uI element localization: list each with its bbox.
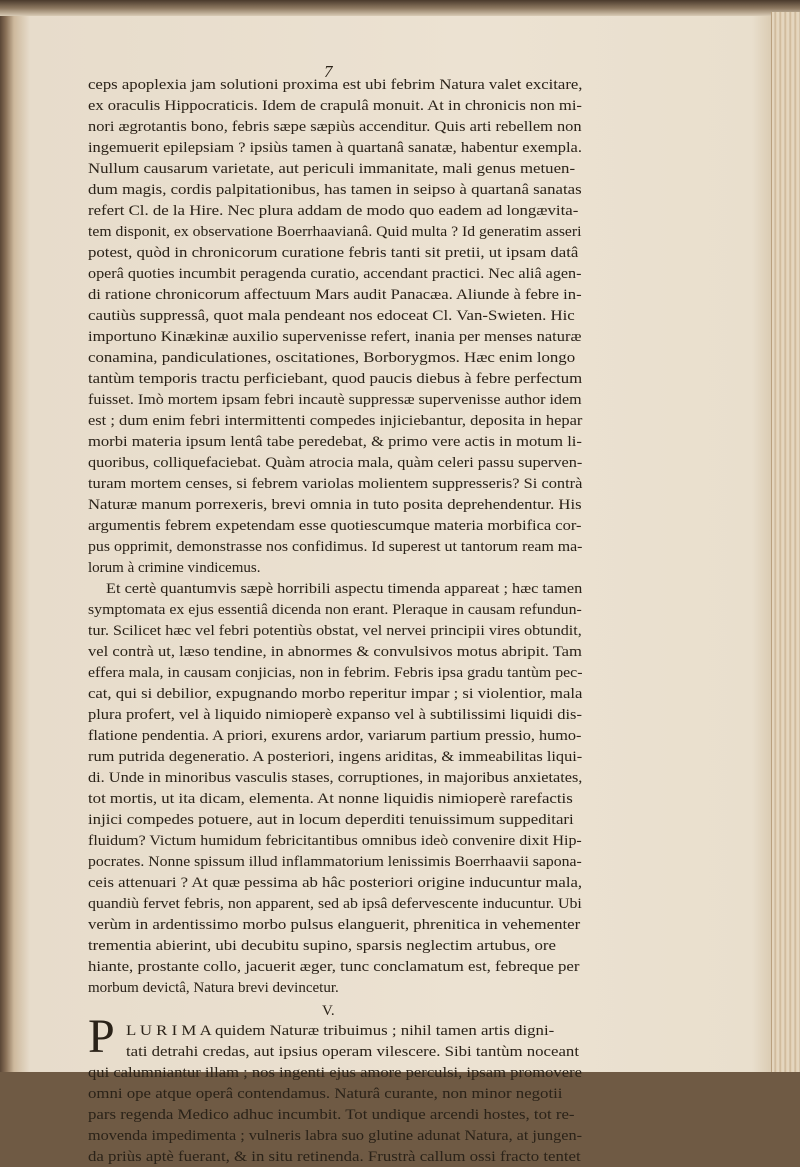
text-line: vel contrà ut, læso tendine, in abnormes & convulsivos motus abripit. Tam	[88, 644, 582, 660]
text-line: quandiù fervet febris, non apparent, sed ab ipsâ defervescente inducuntur. Ubi	[88, 896, 582, 912]
text-line: L U R I M A quidem Naturæ tribuimus ; nihil tamen artis digni-	[126, 1023, 555, 1039]
drop-cap: P	[88, 1010, 115, 1063]
page-number: 7	[324, 62, 333, 81]
text-line: di ratione chronicorum affectuum Mars audit Panacæa. Aliunde à febre in-	[88, 287, 582, 303]
text-line: nori ægrotantis bono, febris sæpe sæpiùs accenditur. Quis arti rebellem non	[88, 119, 582, 135]
text-line: argumentis febrem expetendam esse quotiescumque materia morbifica cor-	[88, 518, 582, 534]
text-line: injici compedes potuere, aut in locum deperditi tenuissimum suppeditari	[88, 812, 574, 828]
text-line: morbi materia ipsum lentâ tabe peredebat, & primo vere actis in motum li-	[88, 434, 582, 450]
text-line: Naturæ manum porrexeris, brevi omnia in tuto posita deprehendentur. His	[88, 497, 582, 513]
text-line: trementia abierint, ubi decubitu supino, sparsis neglectim artubus, ore	[88, 938, 556, 954]
text-line: operâ quoties incumbit peragenda curatio, accendant practici. Nec aliâ agen-	[88, 266, 582, 282]
text-line: Nullum causarum varietate, aut periculi immanitate, mali genus metuen-	[88, 161, 576, 177]
text-line: pus opprimit, demonstrasse nos confidimus. Id superest ut tantorum ream ma-	[88, 539, 583, 555]
text-line: di. Unde in minoribus vasculis stases, corruptiones, in majoribus anxietates,	[88, 770, 583, 786]
text-line: verùm in ardentissimo morbo pulsus elanguerit, phrenitica in vehementer	[88, 917, 581, 933]
text-line: tot mortis, ut ita dicam, elementa. At nonne liquidis nimioperè rarefactis	[88, 791, 573, 807]
text-line: rum putrida degeneratio. A posteriori, ingens ariditas, & immeabilitas liqui-	[88, 749, 583, 765]
text-line: ingemuerit epilepsiam ? ipsiùs tamen à quartanâ sanatæ, habentur exempla.	[88, 140, 582, 156]
page-stack-edge	[771, 12, 800, 1072]
text-line: plura profert, vel à liquido nimioperè expanso vel à subtilissimi liquidi dis-	[88, 707, 582, 723]
text-line: morbum devictâ, Natura brevi devincetur.	[88, 980, 339, 996]
text-line: tur. Scilicet hæc vel febri potentiùs obstat, vel nervei principii vires obtundit,	[88, 623, 582, 639]
text-line: tati detrahi credas, aut ipsius operam vilescere. Sibi tantùm noceant	[126, 1044, 579, 1060]
text-line: ceps apoplexia jam solutioni proxima est ubi febrim Natura valet excitare,	[88, 77, 583, 93]
text-line: lorum à crimine vindicemus.	[88, 560, 261, 576]
text-line: importuno Kinækinæ auxilio supervenisse refert, inania per menses naturæ	[88, 329, 582, 345]
text-line: dum magis, cordis palpitationibus, has tamen in seipso à quartanâ sanatas	[88, 182, 582, 198]
text-line: omni ope atque operâ contendamus. Naturâ curante, non minor negotii	[88, 1086, 563, 1102]
text-line: hiante, prostante collo, jacuerit æger, tunc conclamatum est, febreque per	[88, 959, 580, 975]
text-line: Et certè quantumvis sæpè horribili aspectu timenda appareat ; hæc tamen	[106, 581, 583, 597]
binding-top-edge	[0, 0, 800, 16]
text-line: quoribus, colliquefaciebat. Quàm atrocia mala, quàm celeri passu superven-	[88, 455, 583, 471]
text-line: pocrates. Nonne spissum illud inflammatorium lenissimis Boerrhaavii sapona-	[88, 854, 582, 870]
text-line: fuisset. Imò mortem ipsam febri incautè suppressæ supervenisse author idem	[88, 392, 582, 408]
text-line: flatione pendentia. A priori, exurens ardor, variarum partium pressio, humo-	[88, 728, 582, 744]
text-line: cautiùs suppressâ, quot mala pendeant nos edoceat Cl. Van-Swieten. Hic	[88, 308, 575, 324]
text-line: conamina, pandiculationes, oscitationes, Borborygmos. Hæc enim longo	[88, 350, 576, 366]
text-line: potest, quòd in chronicorum curatione febris tanti sit pretii, ut ipsam datâ	[88, 245, 579, 261]
text-line: movenda impedimenta ; vulneris labra suo glutine adunat Natura, at jungen-	[88, 1128, 582, 1144]
text-line: turam mortem censes, si febrem variolas molientem suppresseris? Si contrà	[88, 476, 583, 492]
text-line: qui calumniantur illam ; nos ingenti ejus amore perculsi, ipsam promovere	[88, 1065, 582, 1081]
text-line: cat, qui si debilior, expugnando morbo reperitur impar ; si violentior, mala	[88, 686, 583, 702]
text-line: symptomata ex ejus essentiâ dicenda non erant. Pleraque in causam refundun-	[88, 602, 582, 618]
text-line: est ; dum enim febri intermittenti compedes injiciebantur, deposita in hepar	[88, 413, 583, 429]
text-line: da priùs aptè fuerant, & in situ retinenda. Frustrà callum ossi fracto tentet	[88, 1149, 581, 1165]
text-line: ex oraculis Hippocraticis. Idem de crapulâ monuit. At in chronicis non mi-	[88, 98, 582, 114]
text-line: fluidum? Victum humidum febricitantibus omnibus ideò convenire dixit Hip-	[88, 833, 582, 849]
text-line: tantùm temporis tractu perficiebant, quod paucis diebus à febre perfectum	[88, 371, 583, 387]
text-page	[88, 62, 583, 1165]
section-heading: V.	[322, 1003, 335, 1019]
text-line: effera mala, in causam conjicias, non in febrim. Febris ipsa gradu tantùm pec-	[88, 665, 583, 681]
text-line: refert Cl. de la Hire. Nec plura addam de modo quo eadem ad longævita-	[88, 203, 579, 219]
text-line: pars regenda Medico adhuc incumbit. Tot undique arcendi hostes, tot re-	[88, 1107, 575, 1123]
text-line: tem disponit, ex observatione Boerrhaavianâ. Quid multa ? Id generatim asseri	[88, 224, 582, 240]
text-line: ceis attenuari ? At quæ pessima ab hâc posteriori origine inducuntur mala,	[88, 875, 583, 891]
